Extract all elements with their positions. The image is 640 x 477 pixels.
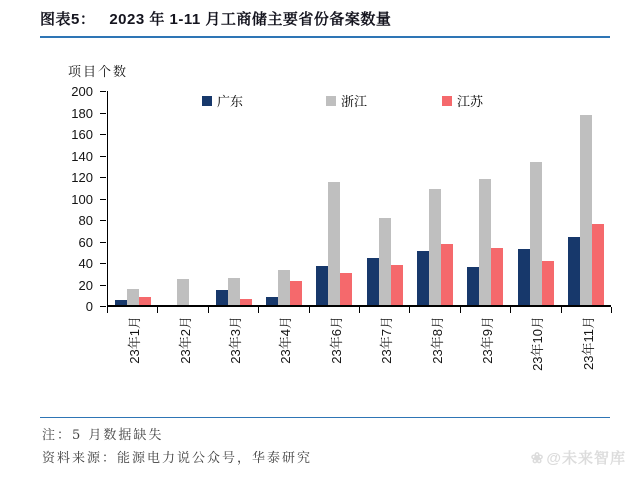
- bar-group-23年6月: [309, 91, 359, 305]
- chart-source: 资料来源：能源电力说公众号，华泰研究: [42, 451, 313, 466]
- legend-label: 广东: [217, 94, 244, 109]
- bar-广东-23年3月: [216, 290, 228, 305]
- y-tick-mark: [100, 156, 106, 157]
- y-tick-label: 140: [71, 148, 93, 164]
- y-tick-mark: [100, 263, 106, 264]
- x-axis-labels: [107, 312, 611, 407]
- figure-title: 2023 年 1-11 月工商储主要省份备案数量: [109, 11, 392, 28]
- x-tick-label-23年10月: 23年10月: [530, 316, 546, 371]
- y-tick-label: 120: [71, 170, 93, 185]
- y-tick-label: 180: [71, 105, 93, 121]
- bar-浙江-23年4月: [278, 270, 290, 305]
- watermark: [531, 447, 626, 468]
- x-tick-label-23年11月: 23年11月: [580, 316, 596, 370]
- bar-group-23年10月: [510, 91, 560, 305]
- bar-广东-23年8月: [417, 251, 429, 305]
- x-tick-label-23年2月: 23年2月: [177, 316, 193, 364]
- bar-广东-23年11月: [568, 237, 580, 305]
- bar-江苏-23年3月: [240, 299, 252, 305]
- y-tick-mark: [100, 306, 106, 307]
- x-tick-label-23年1月: 23年1月: [127, 316, 143, 364]
- bar-浙江-23年1月: [127, 289, 139, 305]
- bar-group-23年3月: [209, 91, 259, 305]
- y-tick-label: 80: [78, 213, 93, 228]
- x-tick-label-23年6月: 23年6月: [328, 316, 344, 364]
- bar-浙江-23年6月: [328, 182, 340, 305]
- y-tick-mark: [100, 220, 106, 221]
- bar-广东-23年10月: [518, 249, 530, 305]
- bar-江苏-23年7月: [391, 265, 403, 305]
- bar-广东-23年7月: [367, 258, 379, 305]
- bar-江苏-23年10月: [542, 261, 554, 305]
- bar-江苏-23年1月: [139, 297, 151, 305]
- y-axis: [0, 84, 107, 314]
- bar-group-23年4月: [259, 91, 309, 305]
- y-axis-title: 项目个数: [68, 64, 129, 79]
- footer-separator: [40, 417, 610, 418]
- y-tick-label: 0: [85, 299, 93, 314]
- bar-浙江-23年2月: [177, 279, 189, 305]
- bar-group-23年9月: [460, 91, 510, 305]
- bar-江苏-23年4月: [290, 281, 302, 305]
- bar-浙江-23年3月: [228, 278, 240, 305]
- y-tick-mark: [100, 177, 106, 178]
- bar-group-23年1月: [108, 91, 158, 305]
- bar-江苏-23年8月: [441, 244, 453, 305]
- y-tick-label: 60: [78, 234, 93, 250]
- legend-label: 江苏: [457, 94, 484, 109]
- figure-header: [40, 8, 610, 38]
- y-tick-mark: [100, 91, 106, 92]
- bar-浙江-23年11月: [580, 115, 592, 305]
- bar-group-23年7月: [359, 91, 409, 305]
- x-tick-label-23年3月: 23年3月: [228, 316, 243, 364]
- bar-group-23年11月: [561, 91, 611, 305]
- figure-number-label: 图表5：: [40, 11, 96, 28]
- clover-icon: ❀: [530, 449, 545, 467]
- bar-浙江-23年10月: [530, 162, 542, 305]
- y-tick-mark: [100, 242, 106, 243]
- y-tick-mark: [100, 113, 106, 114]
- bar-广东-23年4月: [266, 297, 278, 305]
- x-tick-label-23年9月: 23年9月: [480, 316, 495, 364]
- bar-浙江-23年9月: [479, 179, 491, 305]
- bar-江苏-23年11月: [592, 224, 604, 305]
- y-tick-label: 200: [71, 84, 93, 99]
- plot-area: [107, 91, 611, 307]
- watermark-text: @未来智库: [546, 450, 626, 467]
- bar-浙江-23年8月: [429, 189, 441, 305]
- y-tick-label: 40: [78, 256, 93, 271]
- bar-广东-23年6月: [316, 266, 328, 305]
- x-tick-label-23年4月: 23年4月: [278, 316, 294, 364]
- y-tick-label: 100: [71, 191, 93, 207]
- x-tick-mark: [611, 307, 612, 313]
- bar-广东-23年9月: [467, 267, 479, 305]
- x-tick-label-23年7月: 23年7月: [379, 316, 395, 364]
- bar-group-23年2月: [158, 91, 208, 305]
- y-tick-mark: [100, 285, 106, 286]
- legend-label: 浙江: [341, 94, 368, 109]
- y-tick-label: 20: [78, 277, 93, 293]
- y-tick-mark: [100, 199, 106, 200]
- bar-广东-23年1月: [115, 300, 127, 305]
- y-tick-mark: [100, 134, 106, 135]
- x-tick-label-23年8月: 23年8月: [429, 316, 445, 364]
- bar-浙江-23年7月: [379, 218, 391, 305]
- chart-note: 注：5 月数据缺失: [42, 428, 164, 443]
- bar-江苏-23年9月: [491, 248, 503, 305]
- bar-江苏-23年6月: [340, 273, 352, 305]
- bars-layer: [108, 91, 611, 305]
- y-tick-label: 160: [71, 127, 93, 142]
- bar-group-23年8月: [410, 91, 460, 305]
